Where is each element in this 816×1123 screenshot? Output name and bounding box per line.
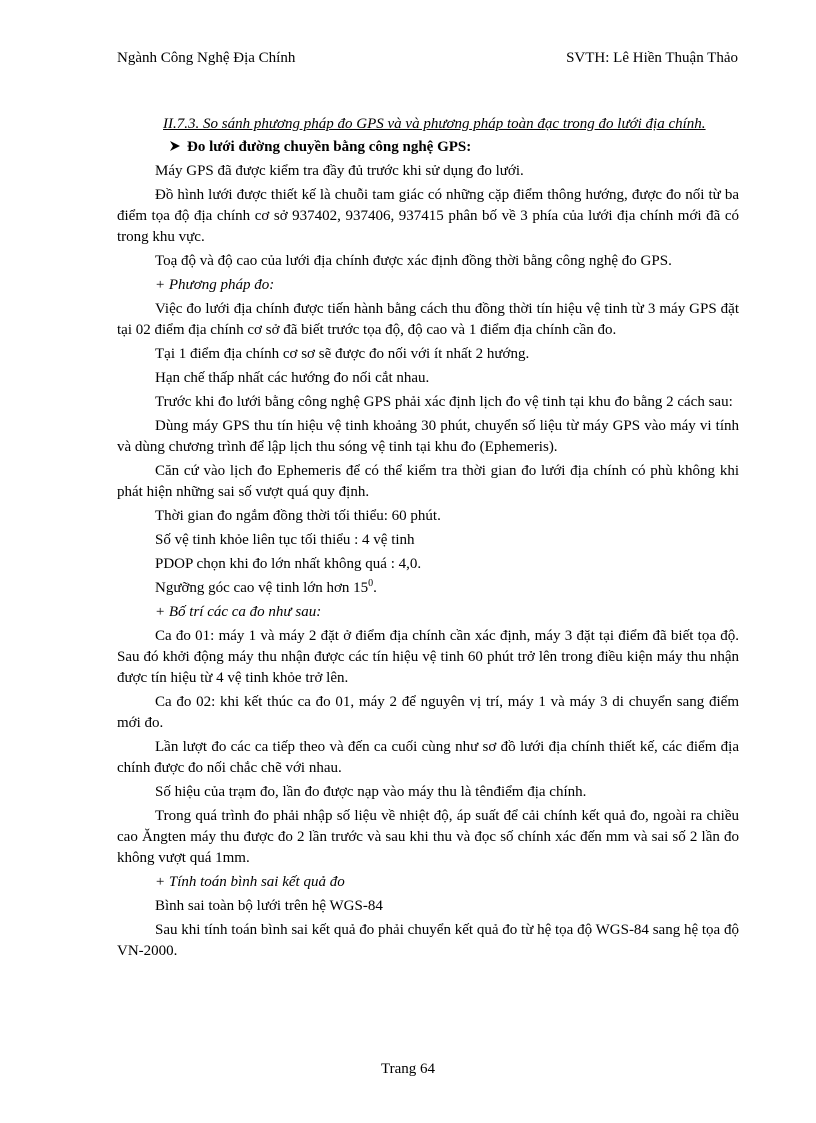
page-number: Trang 64 — [380, 1061, 436, 1077]
paragraph: Căn cứ vào lịch đo Ephemeris để có thể kiểm tra thời gian đo lưới địa chính có phù không khi phát hiện những sai số vượt quá quy định. — [117, 463, 739, 500]
paragraph: Bình sai toàn bộ lưới trên hệ WGS-84 — [155, 898, 383, 914]
paragraph: Sau khi tính toán bình sai kết quả đo phải chuyển kết quả đo từ hệ tọa độ WGS-84 sang hệ tọa độ VN-2000. — [117, 922, 739, 959]
paragraph-elevation — [117, 578, 739, 599]
gps-subheading — [117, 137, 739, 158]
paragraph: Ca đo 01: máy 1 và máy 2 đặt ở điểm địa chính cần xác định, máy 3 đặt tại điểm đã biết tọa độ. Sau đó khởi động máy thu nhận được các tín hiệu vệ tinh 60 phút trở lên trong điều kiện máy thu nhận được tín hiệu từ 4 vệ tinh khỏe trở lên. — [117, 628, 739, 686]
degree-superscript: 0 — [368, 578, 374, 589]
page-body — [117, 114, 739, 965]
paragraph: Lần lượt đo các ca tiếp theo và đến ca cuối cùng như sơ đồ lưới địa chính thiết kế, các điểm địa chính được đo nối chắc chẽ với nhau. — [117, 739, 739, 776]
elevation-tail: . — [373, 580, 377, 596]
header-left: Ngành Công Nghệ Địa Chính — [117, 50, 296, 66]
paragraph: Máy GPS đã được kiểm tra đầy đủ trước khi sử dụng đo lưới. — [155, 163, 524, 179]
paragraph: Số hiệu của trạm đo, lần đo được nạp vào máy thu là tênđiểm địa chính. — [155, 784, 587, 800]
paragraph: Hạn chế thấp nhất các hướng đo nối cắt nhau. — [155, 370, 430, 386]
adjustment-subheading: + Tính toán bình sai kết quả đo — [155, 874, 345, 890]
paragraph: Đồ hình lưới được thiết kế là chuỗi tam giác có những cặp điểm thông hướng, được đo nối từ ba điểm tọa độ địa chính cơ sở 937402, 937406, 937415 phân bố về 3 phía của lưới địa chính mới đã có trong khu vực. — [117, 187, 739, 245]
arrowhead-bullet-icon — [169, 137, 187, 158]
gps-subheading-text: Đo lưới đường chuyền bằng công nghệ GPS: — [187, 139, 472, 155]
paragraph: Trước khi đo lưới bằng công nghệ GPS phải xác định lịch đo vệ tinh tại khu đo bằng 2 cách sau: — [155, 394, 733, 410]
paragraph: Ca đo 02: khi kết thúc ca đo 01, máy 2 để nguyên vị trí, máy 1 và máy 3 di chuyển sang điểm mới đo. — [117, 694, 739, 731]
paragraph: Thời gian đo ngắm đồng thời tối thiểu: 60 phút. — [155, 508, 441, 524]
paragraph: Việc đo lưới địa chính được tiến hành bằng cách thu đồng thời tín hiệu vệ tinh từ 3 máy GPS đặt tại 02 điểm địa chính cơ sở đã biết trước tọa độ, độ cao và 1 điểm địa chính cần đo. — [117, 301, 739, 338]
header-right: SVTH: Lê Hiền Thuận Thảo — [566, 50, 738, 66]
paragraph: PDOP chọn khi đo lớn nhất không quá : 4,0. — [155, 556, 422, 572]
paragraph: Số vệ tinh khỏe liên tục tối thiểu : 4 vệ tinh — [155, 532, 415, 548]
page-header — [117, 50, 738, 70]
paragraph: Tại 1 điểm địa chính cơ sơ sẽ được đo nối với ít nhất 2 hướng. — [155, 346, 530, 362]
paragraph: Trong quá trình đo phải nhập số liệu về nhiệt độ, áp suất để cải chính kết quả đo, ngoài ra chiều cao Ăngten máy thu được đo 2 lần trước và sau khi thu và đọc số chính xác đến mm và sai số 2 lần đo không vượt quá 1mm. — [117, 808, 739, 866]
method-subheading: + Phương pháp đo: — [155, 277, 275, 293]
elevation-text: Ngưỡng góc cao vệ tinh lớn hơn 15 — [155, 580, 369, 596]
section-heading: II.7.3. So sánh phương pháp đo GPS và và phương pháp toàn đạc trong đo lưới địa chính. — [163, 116, 706, 132]
sessions-subheading: + Bố trí các ca đo như sau: — [155, 604, 322, 620]
paragraph: Dùng máy GPS thu tín hiệu vệ tinh khoảng 30 phút, chuyển số liệu từ máy GPS vào máy vi tính và dùng chương trình để lập lịch thu sóng vệ tinh tại khu đo (Ephemeris). — [117, 418, 739, 455]
paragraph: Toạ độ và độ cao của lưới địa chính được xác định đồng thời bằng công nghệ đo GPS. — [155, 253, 672, 269]
